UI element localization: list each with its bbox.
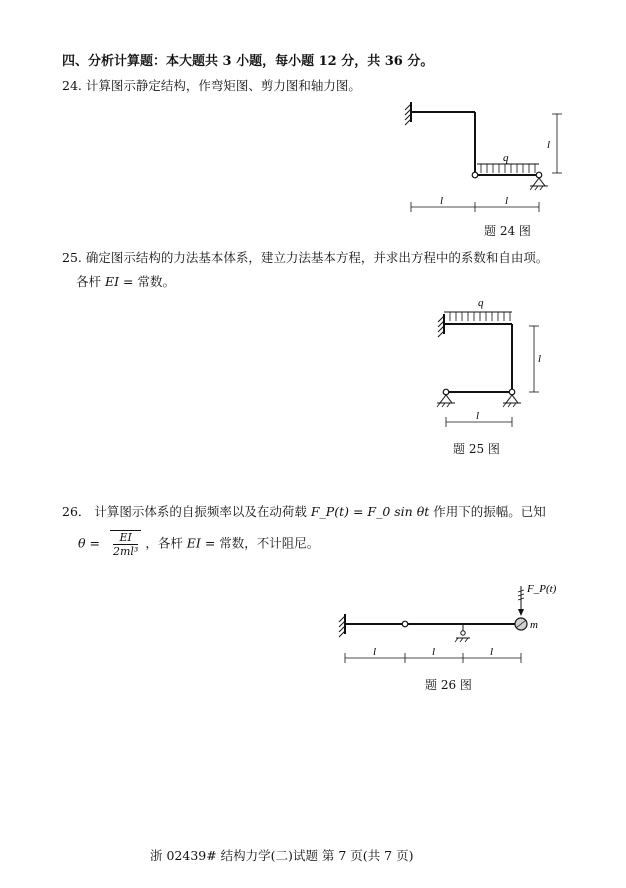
force-label: F_P(t) [527, 583, 557, 595]
figure-24 [395, 100, 570, 235]
question-25 [62, 248, 548, 266]
load-label-q: q [503, 152, 509, 164]
length-label-left: l [440, 195, 444, 207]
length-label-3: l [490, 646, 494, 658]
length-label-2: l [432, 646, 436, 658]
figure-24-caption: 题 24 图 [484, 224, 531, 238]
length-label-vertical: l [538, 353, 542, 365]
question-25-line2: 各杆 EI = 常数。 [76, 274, 175, 289]
section-heading: 四、分析计算题：本大题共 3 小题，每小题 12 分，共 36 分。 [62, 54, 434, 69]
question-number: 25. [62, 250, 82, 265]
figure-25-caption: 题 25 图 [453, 442, 500, 456]
question-text: 计算图示静定结构，作弯矩图、剪力图和轴力图。 [85, 78, 361, 93]
question-26-line2: θ = $\frac{EI}{\text{2ml³}}$ ，各杆 EI = 常数，不计阻尼。 [78, 531, 320, 558]
length-label-right: l [505, 195, 509, 207]
load-label-q: q [478, 297, 484, 309]
sqrt-formula: $\frac{EI}{\text{2ml³}}$ [110, 530, 141, 558]
question-24 [62, 76, 361, 94]
mass-label: m [530, 619, 538, 631]
load-formula: F_P(t) = F_0 sin θt [310, 504, 430, 519]
figure-26 [335, 578, 557, 673]
length-label-1: l [373, 646, 377, 658]
figure-26-caption: 题 26 图 [425, 678, 472, 692]
page-footer: 浙 02439# 结构力学(二)试题 第 7 页(共 7 页) [150, 848, 414, 863]
question-number: 24. [62, 78, 82, 93]
question-26: 26． 计算图示体系的自振频率以及在动荷载 F_P(t) = F_0 sin θt 作用下的振幅。已知 [62, 504, 546, 519]
question-text: 确定图示结构的力法基本体系，建立力法基本方程，并求出方程中的系数和自由项。 [85, 250, 549, 265]
figure-25 [430, 292, 560, 432]
length-label-vertical: l [547, 139, 551, 151]
question-number: 26． [62, 504, 91, 519]
length-label-horizontal: l [476, 410, 480, 422]
